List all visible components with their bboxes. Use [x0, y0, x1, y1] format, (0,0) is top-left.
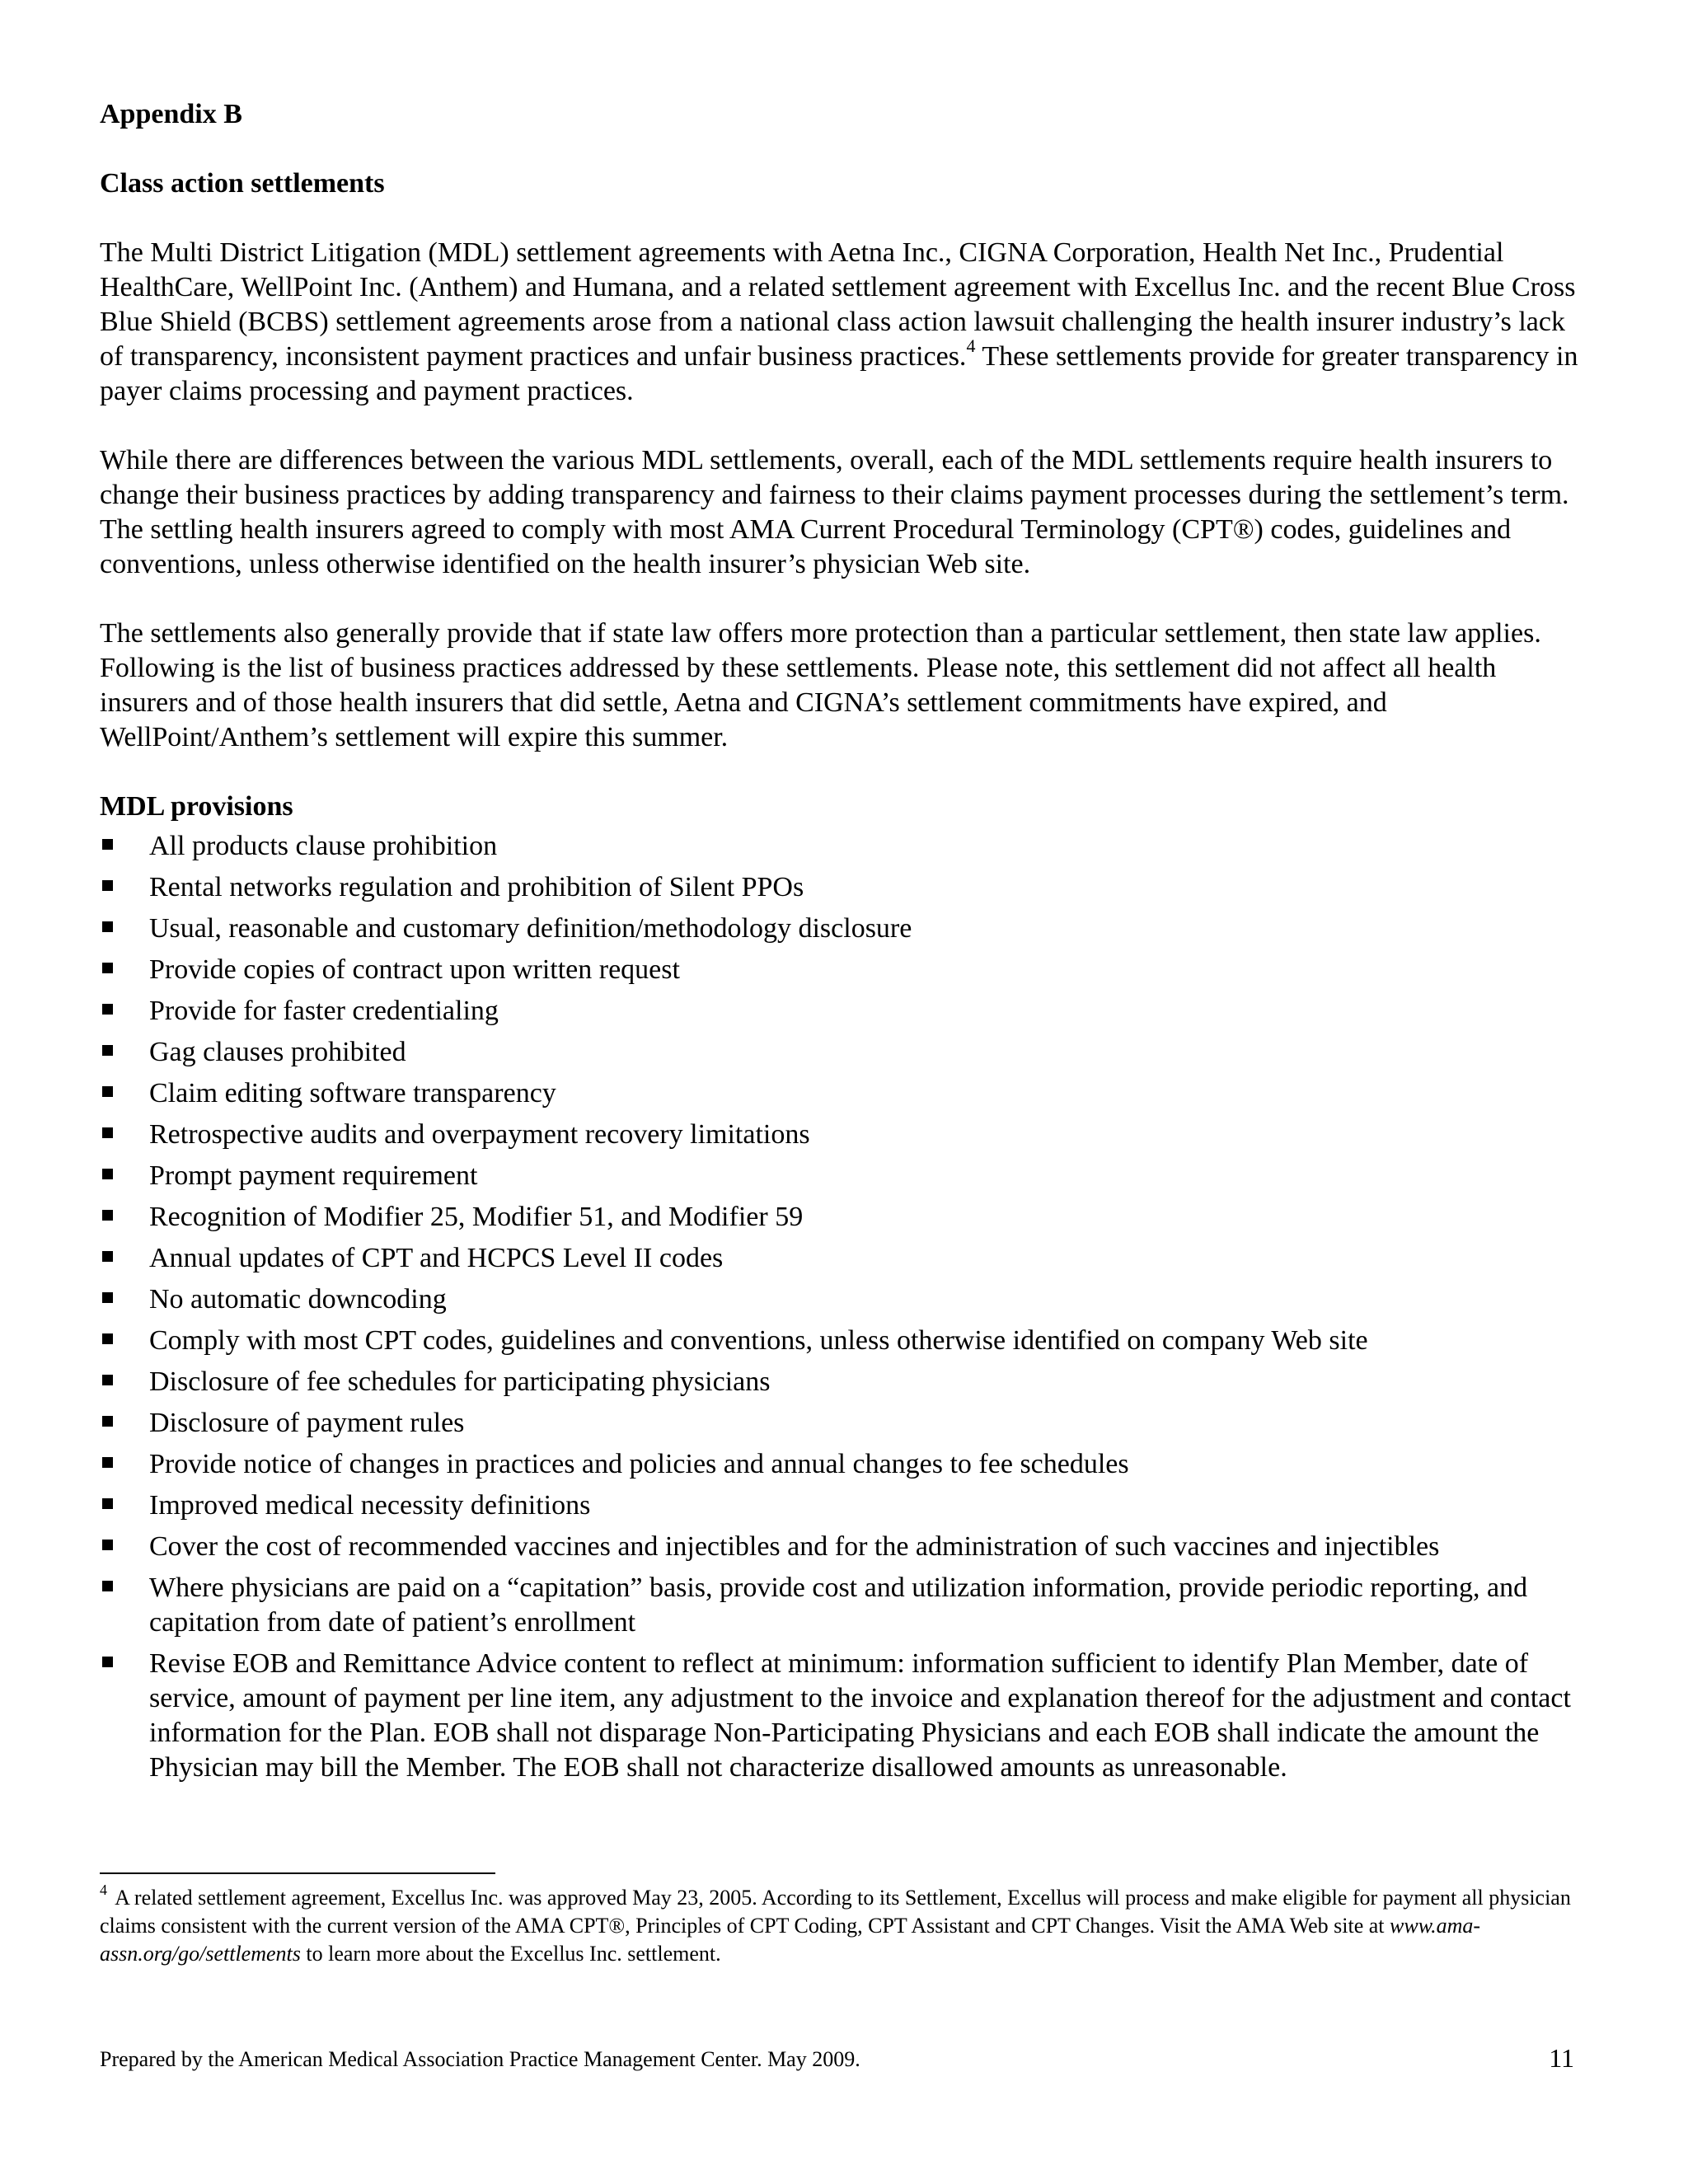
list-item-text: Improved medical necessity definitions — [149, 1490, 591, 1521]
list-item-text: Rental networks regulation and prohibition of Silent PPOs — [149, 872, 804, 902]
square-bullet-icon — [102, 1086, 113, 1097]
square-bullet-icon — [102, 921, 113, 932]
list-item — [100, 1035, 1592, 1070]
list-item — [100, 1647, 1592, 1785]
square-bullet-icon — [102, 1375, 113, 1385]
square-bullet-icon — [102, 1540, 113, 1550]
list-item-text: Annual updates of CPT and HCPCS Level II codes — [149, 1243, 724, 1273]
square-bullet-icon — [102, 1127, 113, 1138]
square-bullet-icon — [102, 1210, 113, 1221]
footnote — [100, 1884, 1592, 1968]
list-item — [100, 953, 1592, 987]
square-bullet-icon — [102, 1457, 113, 1468]
list-item-text: Where physicians are paid on a “capitation” basis, provide cost and utilization information, provide periodic reporting, and capitation from date of patient’s enrollment — [149, 1572, 1528, 1638]
square-bullet-icon — [102, 880, 113, 891]
page-number: 11 — [1549, 2043, 1574, 2073]
list-item — [100, 1282, 1592, 1317]
list-item — [100, 1447, 1592, 1482]
list-item-text: Comply with most CPT codes, guidelines and conventions, unless otherwise identified on company Web site — [149, 1325, 1368, 1356]
list-item-text: Disclosure of payment rules — [149, 1408, 465, 1438]
settlements-link[interactable]: www.ama-assn.org/go/settlements — [100, 1914, 1481, 1966]
list-item — [100, 994, 1592, 1029]
provisions-title: MDL provisions — [100, 791, 293, 822]
square-bullet-icon — [102, 1581, 113, 1591]
square-bullet-icon — [102, 1292, 113, 1303]
paragraph-mdl-intro — [100, 236, 1592, 409]
list-item-text: Revise EOB and Remittance Advice content to reflect at minimum: information sufficient to identify Plan Member, date of service, amount of payment per line item, any adjustment to the invoice and explanation thereof for the adjustment and contact information for the Plan. EOB shall not disparage Non-Participating Physicians and each EOB shall indicate the amount the Physician may bill the Member. The EOB shall not characterize disallowed amounts as unreasonable. — [149, 1648, 1571, 1783]
square-bullet-icon — [102, 963, 113, 973]
section-title: Class action settlements — [100, 168, 385, 199]
square-bullet-icon — [102, 1004, 113, 1015]
footnote-marker: 4 — [100, 1882, 107, 1899]
list-item — [100, 1571, 1592, 1640]
list-item-text: Provide for faster credentialing — [149, 996, 499, 1026]
list-item — [100, 1159, 1592, 1193]
square-bullet-icon — [102, 1169, 113, 1179]
list-item — [100, 829, 1592, 864]
appendix-title: Appendix B — [100, 99, 242, 129]
list-item — [100, 1488, 1592, 1523]
footer-credit: Prepared by the American Medical Association Practice Management Center. May 2009. — [100, 2047, 860, 2071]
square-bullet-icon — [102, 1045, 113, 1056]
list-item-text: Usual, reasonable and customary definition/methodology disclosure — [149, 913, 912, 944]
square-bullet-icon — [102, 1333, 113, 1344]
footnote-text: A related settlement agreement, Excellus Inc. was approved May 23, 2005. According to its Settlement, Excellus will process and make eligible for payment all physician claims consistent with the current version of the AMA CPT®, Principles of CPT Coding, CPT Assistant and CPT Changes. Visit the AMA Web site at — [100, 1886, 1571, 1938]
list-item-text: Disclosure of fee schedules for participating physicians — [149, 1366, 771, 1397]
list-item-text: Provide notice of changes in practices and policies and annual changes to fee schedules — [149, 1449, 1129, 1479]
list-item — [100, 1118, 1592, 1152]
list-item — [100, 1324, 1592, 1358]
list-item — [100, 1076, 1592, 1111]
paragraph-state-law: The settlements also generally provide that if state law offers more protection than a particular settlement, then state law applies. Following is the list of business practices addressed by these settlements. Please note, this settlement did not affect all health insurers and of those health insurers that did settle, Aetna and CIGNA’s settlement commitments have expired, and WellPoint/Anthem’s settlement will expire this summer. — [100, 618, 1541, 752]
list-item-text: All products clause prohibition — [149, 831, 498, 861]
list-item — [100, 1365, 1592, 1399]
paragraph-mdl-intro-continued: These settlements provide for greater transparency in payer claims processing and payment practices. — [100, 341, 1578, 406]
list-item — [100, 1200, 1592, 1235]
list-item-text: Claim editing software transparency — [149, 1078, 556, 1108]
list-item-text: Retrospective audits and overpayment recovery limitations — [149, 1119, 810, 1150]
list-item-text: Prompt payment requirement — [149, 1160, 478, 1191]
list-item — [100, 870, 1592, 905]
footnote-reference[interactable]: 4 — [966, 335, 976, 356]
list-item-text: Provide copies of contract upon written request — [149, 954, 680, 985]
list-item-text: Gag clauses prohibited — [149, 1037, 406, 1067]
square-bullet-icon — [102, 1416, 113, 1427]
list-item — [100, 1530, 1592, 1564]
square-bullet-icon — [102, 1498, 113, 1509]
square-bullet-icon — [102, 839, 113, 850]
provisions-list — [100, 829, 1592, 1785]
square-bullet-icon — [102, 1251, 113, 1262]
footnote-divider — [100, 1872, 495, 1874]
paragraph-differences: While there are differences between the various MDL settlements, overall, each of the MDL settlements require health insurers to change their business practices by adding transparency and fairness to their claims payment processes during the settlement’s term. The settling health insurers agreed to comply with most AMA Current Procedural Terminology (CPT®) codes, guidelines and conventions, unless otherwise identified on the health insurer’s physician Web site. — [100, 445, 1569, 579]
list-item-text: No automatic downcoding — [149, 1284, 447, 1315]
list-item-text: Cover the cost of recommended vaccines and injectibles and for the administration of such vaccines and injectibles — [149, 1531, 1440, 1562]
document-body — [100, 97, 1592, 1792]
square-bullet-icon — [102, 1657, 113, 1667]
list-item — [100, 1406, 1592, 1441]
list-item — [100, 1241, 1592, 1276]
paragraph-mdl-intro-text: The Multi District Litigation (MDL) settlement agreements with Aetna Inc., CIGNA Corporation, Health Net Inc., Prudential HealthCare, WellPoint Inc. (Anthem) and Humana, and a related settlement agreement with Excellus Inc. and the recent Blue Cross Blue Shield (BCBS) settlement agreements arose from a national class action lawsuit challenging the health insurer industry’s lack of transparency, inconsistent payment practices and unfair business practices. — [100, 237, 1576, 372]
list-item — [100, 912, 1592, 946]
footnote-text-end: to learn more about the Excellus Inc. settlement. — [300, 1942, 721, 1966]
list-item-text: Recognition of Modifier 25, Modifier 51, and Modifier 59 — [149, 1202, 804, 1232]
